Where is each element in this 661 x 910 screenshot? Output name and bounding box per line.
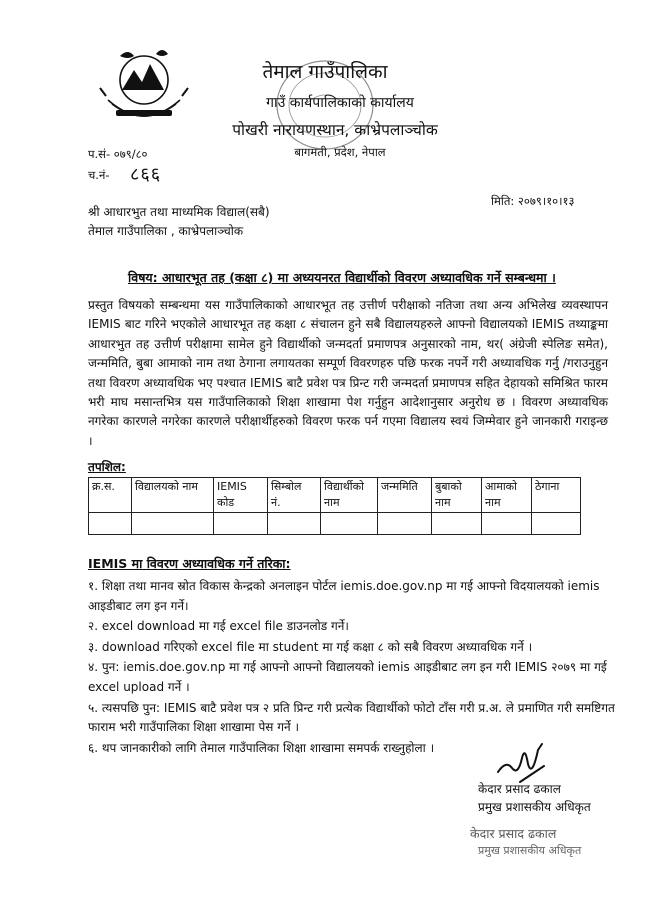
- list-item: ३. download गरिएको excel file मा student मा गई कक्षा ८ को सबै विवरण अध्यावधिक गर्ने ।: [88, 639, 533, 654]
- letter-body-paragraph: प्रस्तुत विषयको सम्बन्धमा यस गाउँपालिकाको आधारभूत तह उत्तीर्ण परीक्षाको नतिजा तथा अन्य अभिलेख व्यवस्थापन IEMIS बाट गरिने भएकोले आधारभूत तह कक्षा ८ संचालन हुने सबै विद्यालयहरुले आफ्नो विद्यालयको IEMIS तथ्याङ्कमा आधारभुत तह उत्तीर्ण परीक्षामा सामेल हुने विद्यार्थीको जन्मदर्ता प्रमाणपत्र अनुसारको नाम, थर( अंग्रेजी स्पेलिङ समेत), जन्ममिति, बुबा आमाको नाम तथा ठेगाना लगायतका सम्पूर्ण विवरणहरु पछि फरक नपर्ने गरी अध्यावधिक गर्नु /गराउनुहुन तथा विवरण अध्यावधिक भए पश्चात IEMIS बाटै प्रवेश पत्र प्रिन्ट गरी जन्मदर्ता प्रमाणपत्र सहित देहायको समिश्रित फारम भरी माघ मसान्तभित्र यस गाउँपालिकाको शिक्षा शाखामा पेश गर्नुहुन आदेशानुसार अनुरोध छ । विवरण अध्यावधिक नगरेका कारणले नगरेका कारणले परीक्षार्थीहरुको विवरण फरक पर्न गएमा विद्यालय स्वयं जिम्मेवार हुने जानकारी गराइन्छ ।: [88, 298, 608, 448]
- list-item: ५. त्यसपछि पुन: IEMIS बाटै प्रवेश पत्र २ प्रति प्रिन्ट गरी प्रत्येक विद्यार्थीको फोटो टाँस गरी प्र.अ. ले प्रमाणित गरी समष्टिगत फाराम भरी गाउँपालिका शिक्षा शाखामा पेस गर्ने ।: [88, 700, 615, 735]
- table-header-cell: विद्यार्थीको नाम: [321, 478, 378, 513]
- title-stamp: प्रमुख प्रशासकीय अधिकृत: [478, 844, 582, 857]
- recipient-line-2: तेमाल गाउँपालिका , काभ्रेपलाञ्चोक: [88, 224, 244, 238]
- table-header-cell: जन्ममिति: [378, 478, 432, 513]
- steps-list: [88, 577, 618, 759]
- nepal-emblem-logo: [98, 40, 190, 132]
- details-heading: तपशिल:: [88, 460, 126, 474]
- table-header-row: [89, 478, 581, 513]
- table-header-cell: आमाको नाम: [482, 478, 532, 513]
- office-address: पोखरी नारायणस्थान, काभ्रेपलाञ्चोक: [232, 121, 438, 139]
- table-row: [89, 513, 581, 535]
- letter-subject: विषय: आधारभूत तह (कक्षा ८) मा अध्ययनरत विद्यार्थीको विवरण अध्यावधिक गर्ने सम्बन्धमा ।: [128, 270, 556, 285]
- table-header-cell: सिम्बोल नं.: [268, 478, 321, 513]
- details-table: [88, 477, 581, 535]
- list-item: ४. पुन: iemis.doe.gov.np मा गई आफ्नो आफ्नो विद्यालयको iemis आइडीबाट लग इन गरी IEMIS २०७९ मा गई excel upload गर्ने ।: [88, 660, 607, 694]
- list-item: २. excel download मा गई excel file डाउनलोड गर्ने।: [88, 619, 349, 634]
- table-header-cell: ठेगाना: [532, 478, 581, 513]
- list-item: ६. थप जानकारीको लागि तेमाल गाउँपालिका शिक्षा शाखामा समपर्क राख्नुहोला ।: [88, 740, 435, 755]
- name-stamp: केदार प्रसाद ढकाल: [470, 826, 557, 841]
- table-header-cell: क्र.स.: [89, 478, 132, 513]
- list-item: १. शिक्षा तथा मानव स्रोत विकास केन्द्रको अनलाइन पोर्टल iemis.doe.gov.np मा गई आफ्नो विदयालयको iemis आइडीबाट लग इन गर्ने।: [88, 579, 600, 613]
- steps-heading: IEMIS मा विवरण अध्यावधिक गर्ने तरिका:: [88, 556, 291, 571]
- signatory-title: प्रमुख प्रशासकीय अधिकृत: [478, 800, 591, 814]
- letter-date: मिति: २०७९।१०।१३: [491, 194, 575, 208]
- reference-number: प.सं- ०७९/८०: [88, 147, 148, 161]
- signatory-name: केदार प्रसाद ढकाल: [478, 782, 561, 796]
- table-header-cell: IEMIS कोड: [214, 478, 268, 513]
- dispatch-number-handwritten: ८६६: [130, 164, 162, 185]
- office-name: गाउँ कार्यपालिकाको कार्यालय: [266, 95, 414, 111]
- table-header-cell: बुबाको नाम: [432, 478, 482, 513]
- province-line: बागमती, प्रदेश, नेपाल: [294, 145, 386, 159]
- recipient-line-1: श्री आधारभुत तथा माध्यमिक विद्याल(सबै): [88, 205, 270, 219]
- municipality-name: तेमाल गाउँपालिका: [262, 61, 388, 83]
- dispatch-number-label: च.नं-: [88, 168, 110, 182]
- table-header-cell: विद्यालयको नाम: [132, 478, 214, 513]
